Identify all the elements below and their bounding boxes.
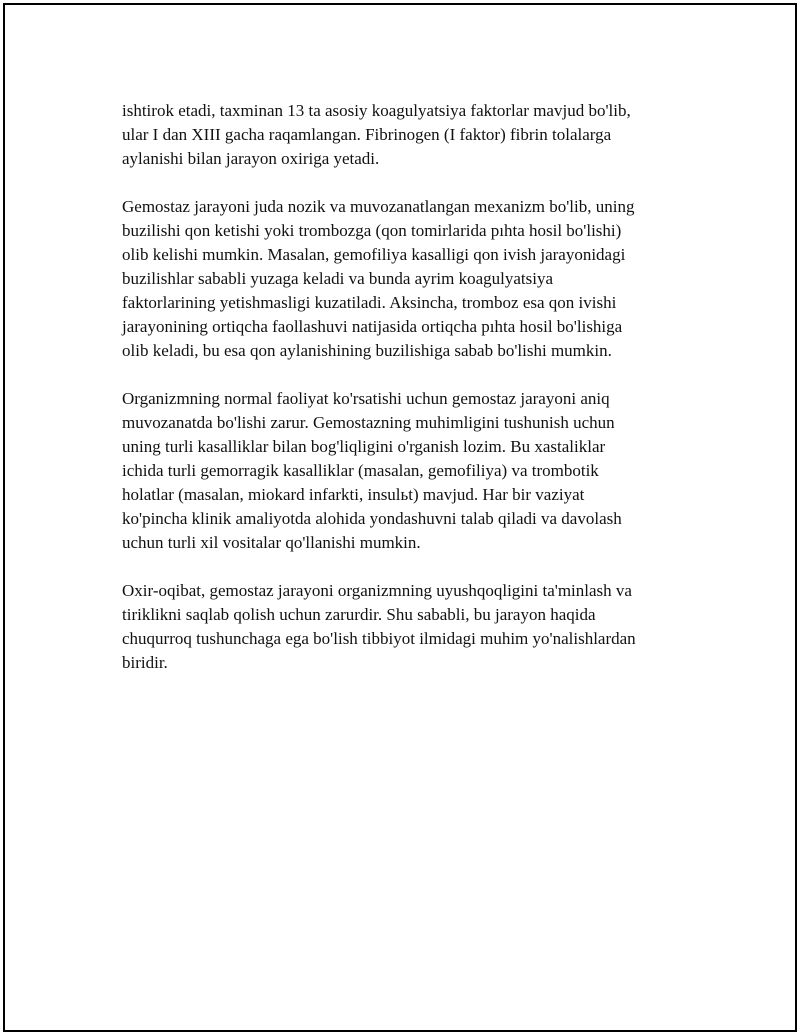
paragraph-1: ishtirok etadi, taxminan 13 ta asosiy koagulyatsiya faktorlar mavjud bo'lib, ular I dan XIII gacha raqamlangan. Fibrinogen (I faktor) fibrin tolalarga aylanishi bilan jarayon oxiriga yetadi. <box>122 101 631 168</box>
page-body <box>122 99 682 699</box>
paragraph-4: Oxir-oqibat, gemostaz jarayoni organizmning uyushqoqligini ta'minlash va tiriklikni saqlab qolish uchun zarurdir. Shu sababli, bu jarayon haqida chuqurroq tushunchaga ega bo'lish tibbiyot ilmidagi muhim yo'nalishlardan biridir. <box>122 581 636 672</box>
paragraph-3: Organizmning normal faoliyat ko'rsatishi uchun gemostaz jarayoni aniq muvozanatda bo'lishi zarur. Gemostazning muhimligini tushunish uchun uning turli kasalliklar bilan bog'liqligini o'rganish lozim. Bu xastaliklar ichida turli gemorragik kasalliklar (masalan, gemofiliya) va trombotik holatlar (masalan, miokard infarkti, insulьt) mavjud. Har bir vaziyat ko'pincha klinik amaliyotda alohida yondashuvni talab qiladi va davolash uchun turli xil vositalar qo'llanishi mumkin. <box>122 389 622 552</box>
paragraph-2: Gemostaz jarayoni juda nozik va muvozanatlangan mexanizm bo'lib, uning buzilishi qon ketishi yoki trombozga (qon tomirlarida pıhta hosil bo'lishi) olib kelishi mumkin. Masalan, gemofiliya kasalligi qon ivish jarayonidagi buzilishlar sababli yuzaga keladi va bunda ayrim koagulyatsiya faktorlarining yetishmasligi kuzatiladi. Aksincha, tromboz esa qon ivishi jarayonining ortiqcha faollashuvi natijasida ortiqcha pıhta hosil bo'lishiga olib keladi, bu esa qon aylanishining buzilishiga sabab bo'lishi mumkin. <box>122 197 635 360</box>
page-frame <box>3 3 797 1032</box>
